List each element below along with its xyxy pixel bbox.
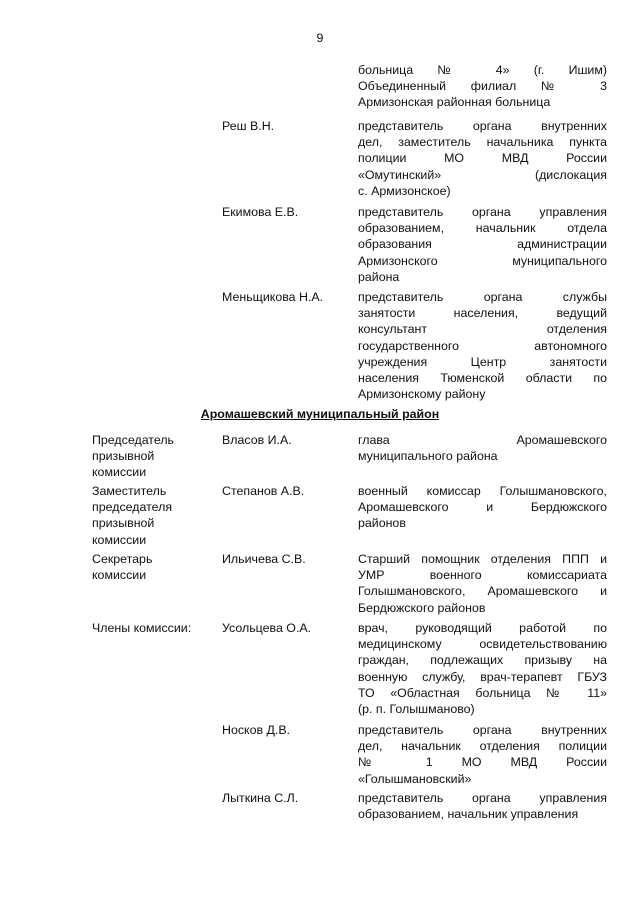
- member-name: Власов И.А.: [222, 433, 292, 447]
- role-line: комиссии: [92, 465, 147, 480]
- description-line: УМР военного комиссариата: [358, 568, 607, 583]
- description-line: полиции МО МВД России: [358, 151, 607, 166]
- role-line: Члены комиссии:: [92, 621, 192, 635]
- member-name: Носков Д.В.: [222, 723, 291, 737]
- role-line: Заместитель: [92, 484, 167, 498]
- description-line: военную службу, врач-терапевт ГБУЗ: [358, 669, 607, 684]
- description-line: № 1 МО МВД России: [358, 755, 607, 770]
- description-line: Армизонского муниципального: [358, 253, 607, 268]
- description-line: больница № 4» (г. Ишим): [358, 63, 607, 77]
- description-line: муниципального района: [358, 449, 498, 464]
- description-line: представитель органа службы: [358, 290, 607, 304]
- member-description: [358, 289, 607, 402]
- description-line: Голышмановского, Аромашевского и: [358, 584, 607, 599]
- description-line: Бердюжского районов: [358, 600, 486, 615]
- description-line: образования администрации: [358, 237, 607, 252]
- member-name: Екимова Е.В.: [222, 205, 299, 219]
- member-role: [92, 432, 210, 481]
- role-line: комиссии: [92, 568, 147, 583]
- description-line: «Голышмановский»: [358, 771, 472, 786]
- description-line: района: [358, 269, 400, 284]
- role-line: Председатель: [92, 433, 175, 447]
- role-line: призывной: [92, 449, 155, 464]
- member-role: [92, 483, 210, 548]
- member-description: [358, 118, 607, 199]
- description-line: представитель органа внутренних: [358, 119, 607, 133]
- page-number: 9: [316, 31, 324, 45]
- member-name: Лыткина С.Л.: [222, 791, 299, 805]
- member-role: [92, 551, 210, 583]
- member-description: [358, 790, 607, 822]
- description-line: ТО «Областная больница № 11»: [358, 685, 607, 700]
- member-name: Усольцева О.А.: [222, 621, 312, 635]
- description-line: с. Армизонское): [358, 183, 451, 198]
- member-description: [358, 204, 607, 285]
- description-line: населения Тюменской области по: [358, 370, 607, 385]
- description-line: учреждения Центр занятости: [358, 354, 607, 369]
- description-line: военный комиссар Голышмановского,: [358, 484, 607, 498]
- description-line: врач, руководящий работой по: [358, 621, 607, 635]
- description-line: Армизонскому району: [358, 387, 486, 402]
- member-description: [358, 620, 607, 717]
- member-description: [358, 62, 607, 111]
- member-name: Реш В.Н.: [222, 119, 275, 133]
- description-line: консультант отделения: [358, 322, 607, 337]
- member-description: [358, 483, 607, 532]
- description-line: занятости населения, ведущий: [358, 306, 607, 321]
- member-name: Меньщикова Н.А.: [222, 290, 324, 304]
- section-title: Аромашевский муниципальный район: [200, 407, 440, 421]
- description-line: «Омутинский» (дислокация: [358, 167, 607, 182]
- description-line: образованием, начальник отдела: [358, 221, 607, 236]
- description-line: Объединенный филиал № 3: [358, 79, 607, 94]
- description-line: глава Аромашевского: [358, 433, 607, 447]
- description-line: образованием, начальник управления: [358, 807, 579, 822]
- description-line: представитель органа управления: [358, 205, 607, 219]
- description-line: граждан, подлежащих призыву на: [358, 653, 607, 668]
- description-line: дел, заместитель начальника пункта: [358, 135, 607, 150]
- role-line: председателя: [92, 500, 173, 515]
- description-line: государственного автономного: [358, 338, 607, 353]
- description-line: районов: [358, 516, 406, 531]
- description-line: представитель органа управления: [358, 791, 607, 805]
- member-description: [358, 432, 607, 464]
- member-name: Степанов А.В.: [222, 484, 305, 498]
- role-line: комиссии: [92, 532, 147, 547]
- description-line: дел, начальник отделения полиции: [358, 739, 607, 754]
- member-description: [358, 551, 607, 616]
- role-line: Секретарь: [92, 552, 153, 566]
- description-line: (р. п. Голышманово): [358, 701, 475, 716]
- description-line: Аромашевского и Бердюжского: [358, 500, 607, 515]
- description-line: представитель органа внутренних: [358, 723, 607, 737]
- member-description: [358, 722, 607, 787]
- member-name: Ильичева С.В.: [222, 552, 306, 566]
- description-line: Армизонская районная больница: [358, 95, 551, 110]
- description-line: Старший помощник отделения ППП и: [358, 552, 607, 566]
- description-line: медицинскому освидетельствованию: [358, 637, 607, 652]
- member-role: [92, 620, 210, 636]
- role-line: призывной: [92, 516, 155, 531]
